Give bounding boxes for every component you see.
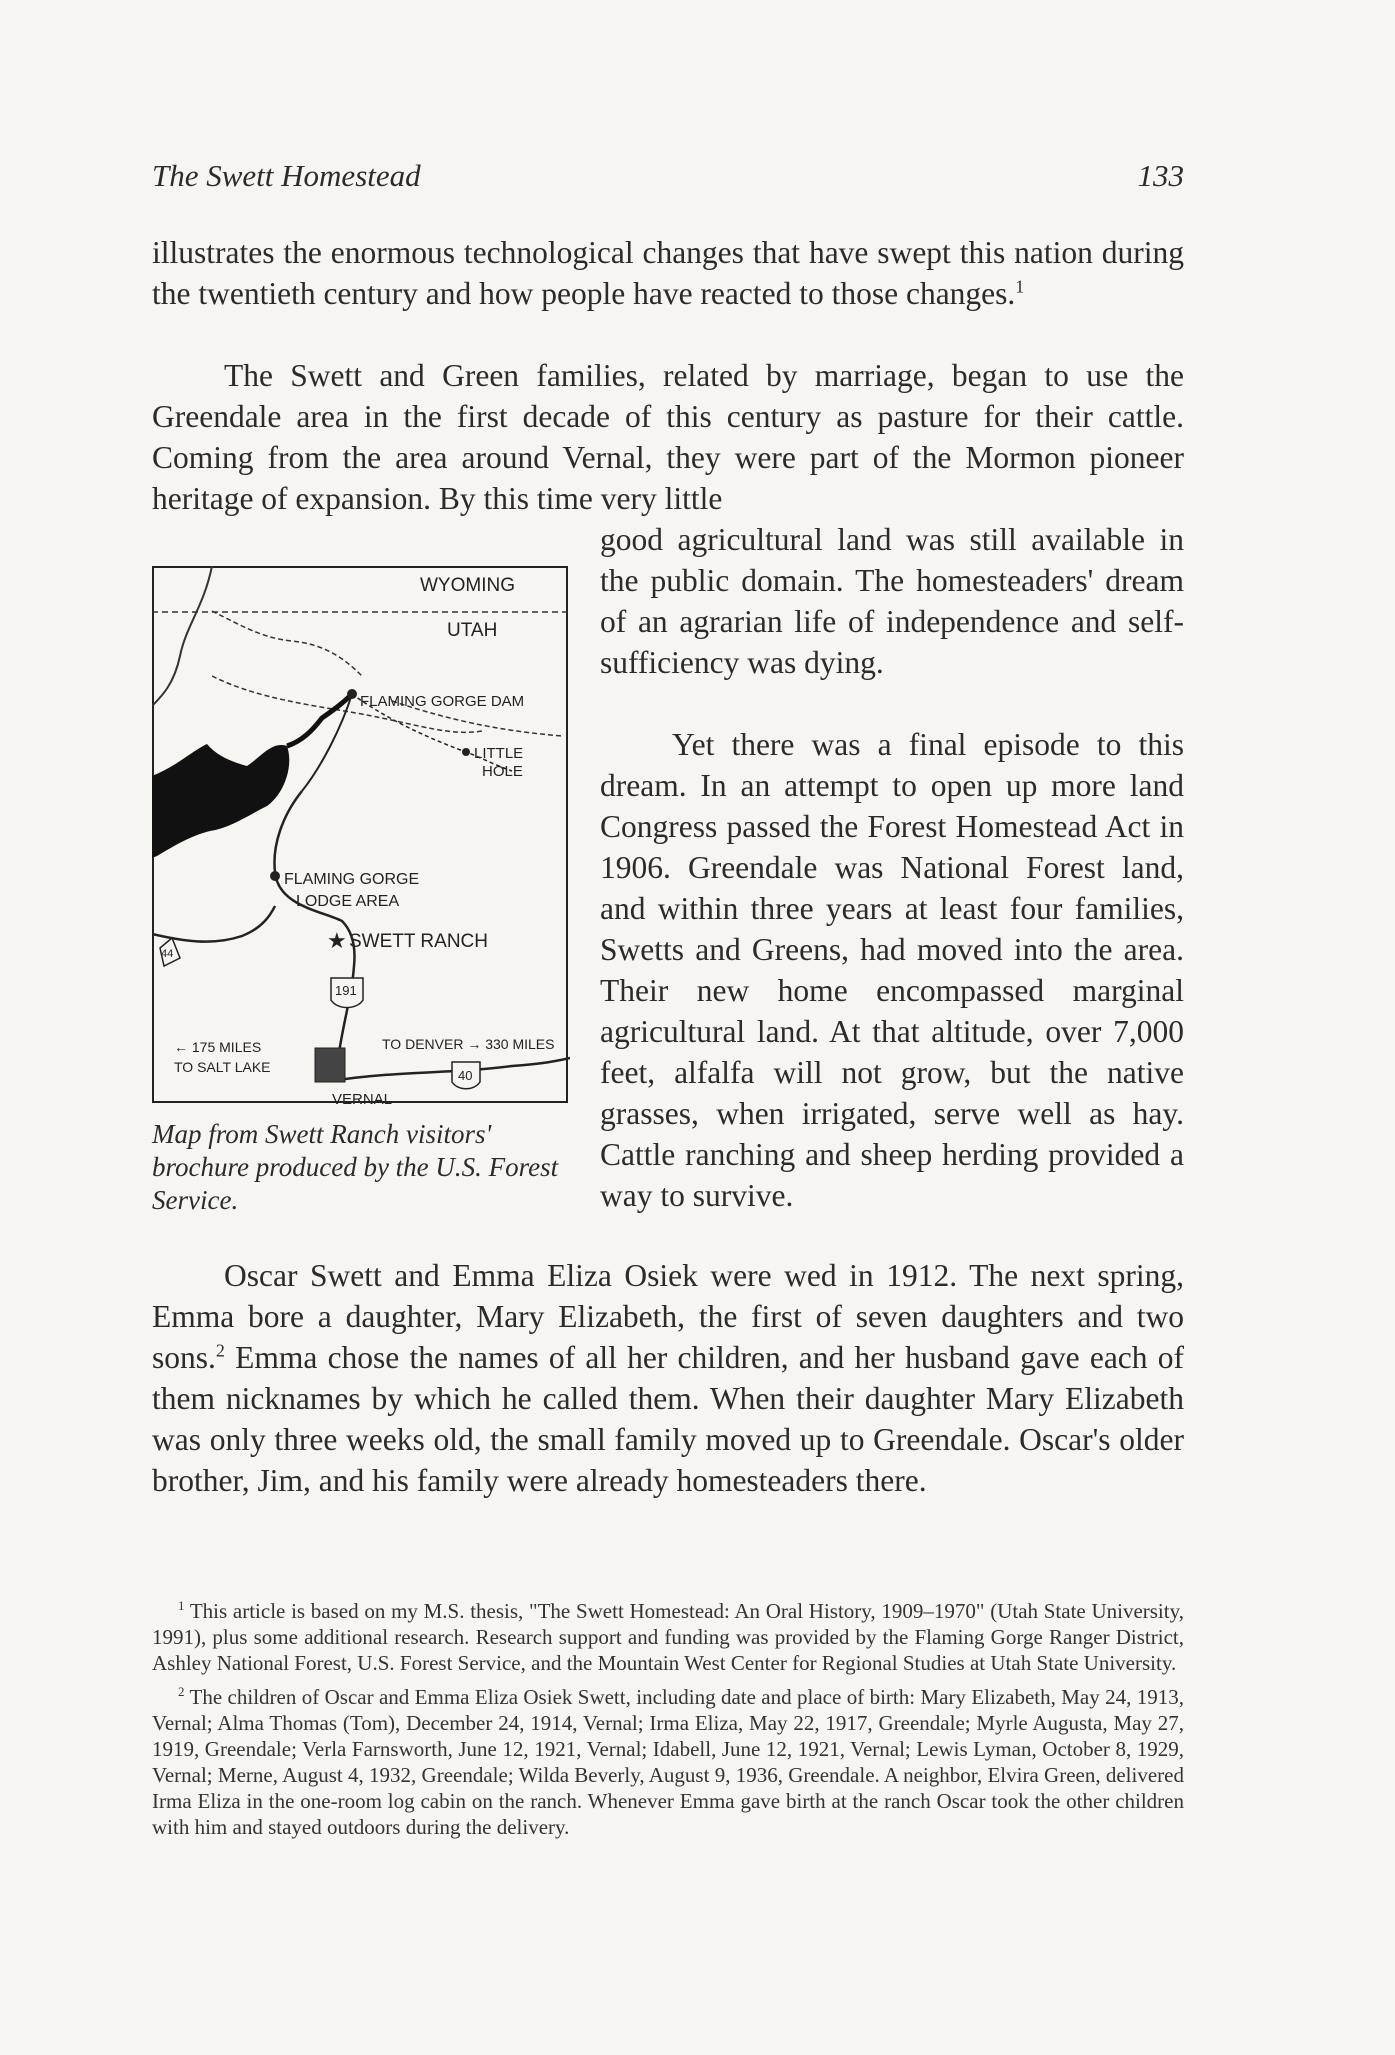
paragraph-4-text-continued: Emma chose the names of all her children, and her husband gave each of them nicknames by which he called them. When their daughter Mary Elizabeth was only three weeks old, the small family moved up to Greendale. Oscar's older brother, Jim, and his family were already homesteaders there. [152, 1340, 1184, 1498]
map-label-wyoming: WYOMING [420, 575, 515, 596]
highway-44 [152, 906, 275, 942]
map-label-utah: UTAH [447, 620, 498, 641]
highway-40 [332, 1058, 570, 1081]
paragraph-4 [152, 1255, 1184, 1501]
lodge-marker [270, 871, 280, 881]
paragraph-1 [152, 232, 1184, 314]
map-label-lodge-1: FLAMING GORGE [284, 871, 420, 888]
footnotes [152, 1598, 1184, 1848]
page-header [152, 158, 1184, 198]
flaming-gorge-reservoir [152, 744, 289, 858]
paragraph-2 [152, 355, 1184, 519]
map-label-lodge-2: LODGE AREA [296, 893, 400, 910]
map-label-191: 191 [335, 983, 357, 998]
vernal-city [315, 1048, 345, 1082]
footnote-ref-2[interactable]: 2 [215, 1340, 225, 1361]
river-west [152, 566, 212, 706]
map-label-west-distance: ← 175 MILES [174, 1039, 262, 1055]
map-svg [152, 566, 570, 1106]
paragraph-1-text: illustrates the enormous technological changes that have swept this nation during the twentieth century and how people have reacted to those changes. [152, 235, 1184, 311]
footnote-2-mark: 2 [178, 1684, 185, 1699]
map-label-vernal: VERNAL [332, 1091, 393, 1106]
footnote-1-text: This article is based on my M.S. thesis, "The Swett Homestead: An Oral History, 1909–1970" (Utah State University, 1991), plus some additional research. Research support and funding was provided by the Flaming Gorge Ranger District, Ashley National Forest, U.S. Forest Service, and the Mountain West Center for Regional Studies at Utah State University. [152, 1599, 1184, 1675]
footnote-1-mark: 1 [178, 1598, 185, 1613]
map-label-44: 44 [161, 948, 174, 960]
paragraph-3-text: Yet there was a final episode to this dream. In an attempt to open up more land Congress passed the Forest Homestead Act in 1906. Greendale was National Forest land, and within three years at least four families, Swetts and Greens, had moved into the area. Their new home encompassed marginal agricultural land. At that altitude, over 7,000 feet, alfalfa will not grow, but the native grasses, when irrigated, serve well as hay. Cattle ranching and sheep herding provided a way to survive. [600, 727, 1184, 1213]
paragraph-4-text: Oscar Swett and Emma Eliza Osiek were wed in 1912. The next spring, Emma bore a daughter, Mary Elizabeth, the first of seven daughters and two sons. [152, 1258, 1184, 1375]
map-label-hole: HOLE [482, 763, 523, 780]
map-figure [152, 566, 570, 1106]
page-number: 133 [1137, 158, 1184, 193]
paragraph-3 [600, 724, 1184, 1216]
map-label-swett-ranch: SWETT RANCH [349, 931, 488, 952]
running-title: The Swett Homestead [152, 158, 421, 193]
road-north-1 [212, 611, 362, 676]
map-label-east: TO DENVER → 330 MILES [382, 1036, 555, 1052]
map-label-little: LITTLE [474, 745, 524, 762]
paragraph-2-continued [600, 519, 1184, 683]
road-to-lodge [302, 694, 352, 791]
paragraph-2-text: The Swett and Green families, related by marriage, began to use the Greendale area in the first decade of this century as pasture for their cattle. Coming from the area around Vernal, they were part of the Mormon pioneer heritage of expansion. By this time very little [152, 358, 1184, 516]
swett-ranch-star-icon: ★ [327, 928, 347, 953]
paragraph-2-continued-text: good agricultural land was still available in the public domain. The homesteaders' dream of an agrarian life of independence and self-sufficiency was dying. [600, 522, 1184, 680]
footnote-1 [152, 1598, 1184, 1676]
footnote-2 [152, 1684, 1184, 1840]
map-label-west-destination: TO SALT LAKE [174, 1059, 271, 1075]
map-border [153, 567, 567, 1102]
map-label-dam: FLAMING GORGE DAM [360, 693, 525, 710]
figure-caption: Map from Swett Ranch visitors' brochure produced by the U.S. Forest Service. [152, 1119, 559, 1215]
footnote-ref-1[interactable]: 1 [1015, 276, 1025, 297]
map-label-40: 40 [458, 1068, 473, 1083]
footnote-2-text: The children of Oscar and Emma Eliza Osiek Swett, including date and place of birth: Mary Elizabeth, May 24, 1913, Vernal; Alma Thomas (Tom), December 24, 1914, Vernal; Irma Eliza, May 22, 1917, Greendale; Myrle Augusta, May 27, 1919, Greendale; Verla Farnsworth, June 12, 1921, Vernal; Idabell, June 12, 1921, Vernal; Lewis Lyman, October 8, 1929, Vernal; Merne, August 4, 1932, Greendale; Wilda Beverly, August 9, 1936, Greendale. A neighbor, Elvira Green, delivered Irma Eliza in the one-room log cabin on the ranch. Whenever Emma gave birth at the ranch Oscar took the other children with him and stayed outdoors during the delivery. [152, 1685, 1185, 1839]
